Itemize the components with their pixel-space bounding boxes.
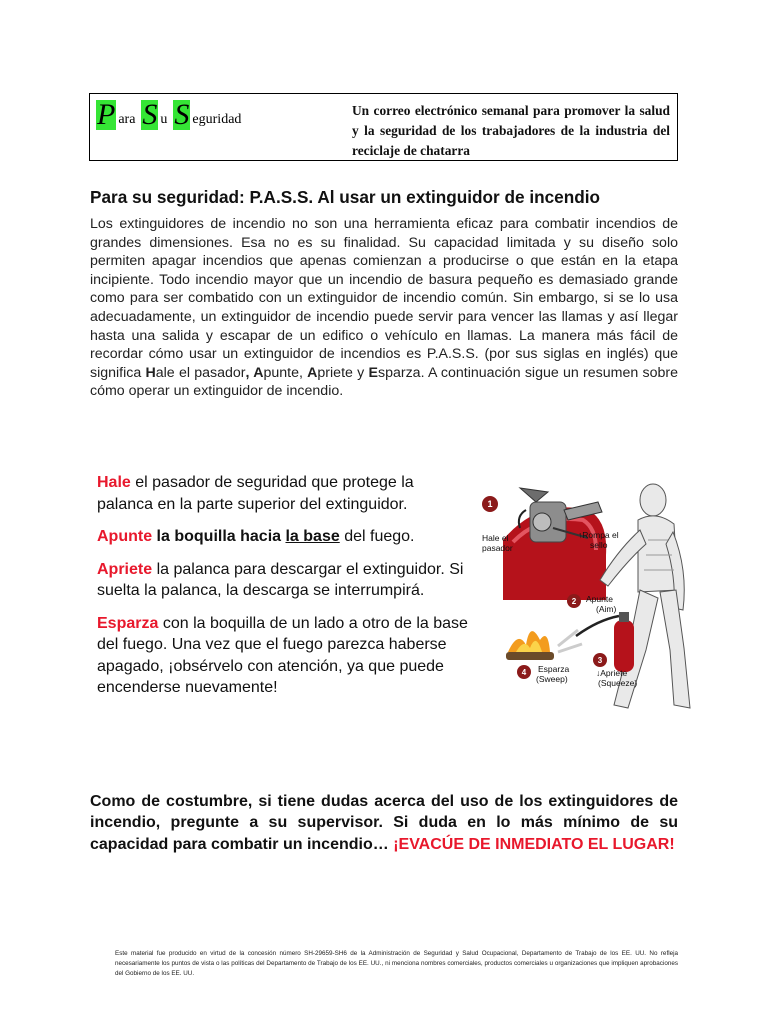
step-description: la palanca para descargar el extinguidor. Si suelta la palanca, la descarga se interrumpirá. — [97, 560, 464, 599]
intro-text: Los extinguidores de incendio no son una herramienta eficaz para combatir incendios de grandes dimensiones. Esa no es su finalidad. Su capacidad limitada y su diseño solo permiten apagar incendios que apenas comienzan a producirse o que están en la etapa incipiente. Todo incendio mayor que un incendio de basura pequeño es demasiado grande como para ser combatido con un extinguidor de incendio común. Sin embargo, si se lo usa adecuadamente, un extinguidor de incendio puede servir para vencer las llamas y así llegar hasta una salida y escapar de un edifico o vehículo en llamas. La manera más fácil de recordar cómo usar un extinguidor de incendios es P.A.S.S. (por sus siglas en inglés) que significa — [90, 216, 678, 381]
newsletter-tagline: Un correo electrónico semanal para promover la salud y la seguridad de los trabajadores de la industria del reciclaje de chatarra — [352, 103, 670, 158]
step-badge-1 — [482, 496, 498, 512]
intro-a1-letter: A — [253, 364, 264, 381]
step-badge-4 — [517, 665, 531, 679]
label-apriete-line1: ↓Apriete — [596, 668, 628, 678]
label-seal-line2: sello — [590, 540, 608, 550]
step-keyword: Apunte — [97, 528, 153, 545]
step-description: la boquilla hacia — [152, 528, 286, 545]
logo-text-u: u — [160, 112, 168, 127]
step-esparza — [97, 613, 469, 699]
step-description: con la boquilla de un lado a otro de la base del fuego. Una vez que el fuego parezca haberse apagado, ¡obsérvelo con atención, ya que puede encenderse nuevamente! — [97, 614, 468, 696]
step-badge-3 — [593, 653, 607, 667]
step-hale — [97, 472, 469, 515]
step-keyword: Apriete — [97, 560, 153, 578]
label-hale-line1: Hale el — [482, 533, 509, 543]
extinguisher-illustration — [478, 480, 698, 720]
label-apriete-line2: (Squeeze) — [598, 678, 638, 688]
step-description: el pasador de seguridad que protege la palanca en la parte superior del extinguidor. — [97, 474, 414, 513]
step-keyword: Esparza — [97, 614, 159, 632]
intro-e-rest: sparza. A continuación sigue un resumen sobre cómo operar un extinguidor de incendio. — [90, 364, 678, 400]
newsletter-header — [89, 93, 678, 161]
step-number-2: 2 — [571, 597, 577, 606]
intro-a1-rest: punte, — [263, 364, 308, 381]
step-apriete — [97, 559, 469, 602]
logo — [96, 100, 247, 130]
label-hale-line2: pasador — [482, 543, 513, 553]
pass-steps — [97, 472, 469, 710]
intro-e-letter: E — [368, 364, 378, 381]
article-title: Para su seguridad: P.A.S.S. Al usar un extinguidor de incendio — [90, 187, 601, 207]
evacuate-alert: ¡EVACÚE DE INMEDIATO EL LUGAR! — [393, 835, 675, 853]
footnote: Este material fue producido en virtud de la concesión número SH-29659-SH6 de la Administración de Seguridad y Salud Ocupacional, Departamento de Trabajo de los EE. UU. No refleja necesariamente los puntos de vista o las políticas del Departamento de Trabajo de los EE. UU., ni menciona nombres comerciales, productos comerciales u organizaciones que impliquen aprobaciones del Gobierno de los EE. UU. — [115, 950, 678, 977]
logo-text-eguridad: eguridad — [192, 112, 242, 127]
step-keyword: Hale — [97, 474, 131, 491]
step-description-underlined: la base — [285, 528, 340, 545]
intro-a2-rest: priete y — [317, 364, 369, 381]
intro-a2-letter: A — [307, 364, 318, 381]
logo-letter-s2: S — [174, 98, 190, 131]
intro-paragraph — [90, 215, 678, 401]
intro-h-letter: H — [145, 364, 156, 381]
intro-comma: , — [245, 364, 254, 381]
label-esparza-line1: Esparza — [538, 664, 570, 674]
label-esparza-line2: (Sweep) — [536, 674, 568, 684]
closing-text: Como de costumbre, si tiene dudas acerca del uso de los extinguidores de incendio, pregunte a su supervisor. Si duda en lo más mínimo de su capacidad para combatir un incendio… — [90, 793, 678, 853]
closing-paragraph — [90, 791, 678, 855]
logo-letter-s1: S — [142, 98, 158, 131]
step-apunte — [97, 526, 469, 548]
intro-h-rest: ale el pasador — [155, 364, 246, 381]
label-apunte-line2: (Aim) — [596, 604, 617, 614]
label-apunte-line1: Apunte — [586, 594, 613, 604]
step-badge-2 — [567, 594, 581, 608]
step-description-end: del fuego. — [339, 528, 415, 545]
step-number-4: 4 — [521, 668, 527, 677]
step-number-1: 1 — [487, 499, 493, 509]
logo-letter-p: P — [97, 98, 116, 131]
fire — [506, 630, 582, 660]
logo-text-ara: ara — [118, 112, 136, 127]
label-seal-line1: ↑Rompa el — [578, 530, 619, 540]
step-number-3: 3 — [597, 656, 603, 665]
